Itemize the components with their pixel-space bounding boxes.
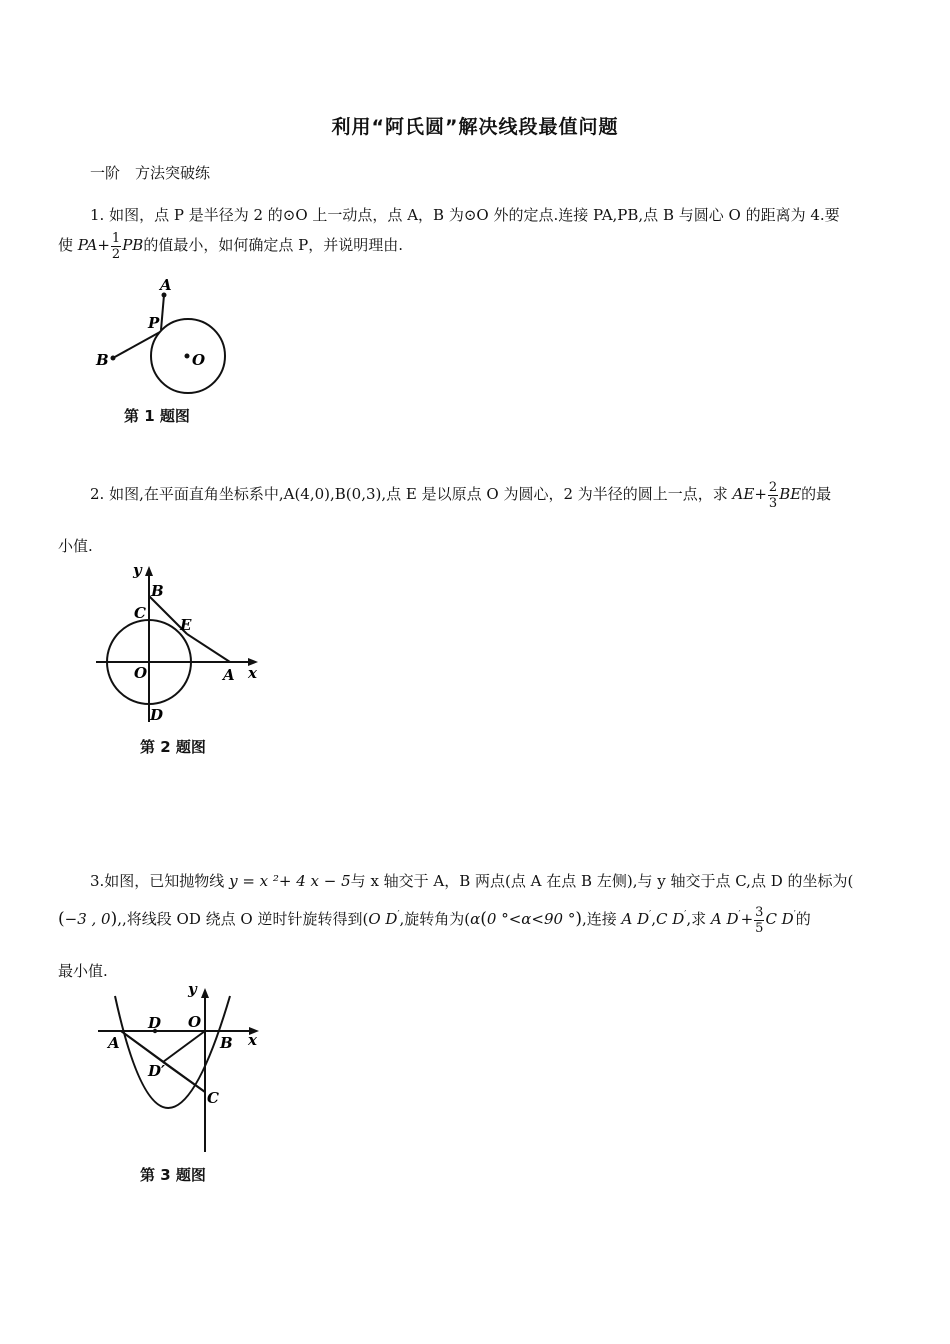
q2-text: 2. 如图,在平面直角坐标系中,A(4,0),B(0,3),点 E 是以原点 O 为圆心，2 为半径的圆上一点，求 [90,485,728,503]
q1-suffix: 的值最小，如何确定点 P，并说明理由. [143,236,403,254]
figure-3 [90,980,270,1164]
q3-alpha: α [470,910,481,928]
figure-1-caption: 第 1 题图 [124,407,190,425]
section-heading: 一阶 方法突破练 [90,164,211,182]
q3-frac-num: 3 [755,904,764,920]
fig2-label-y: y [133,561,142,579]
fig1-point-o [185,354,190,359]
fig2-label-b: B [151,582,164,600]
q1-expr-b: PB [122,236,144,254]
page-title: 利用“阿氏圆”解决线段最值问题 [331,116,619,138]
figure-3-caption: 第 3 题图 [140,1166,206,1184]
q3-expr-b-prime: ′ [793,910,796,920]
q2-frac-den: 3 [768,495,778,511]
figure-2-caption: 第 2 题图 [140,738,206,756]
q3-cd-prime: ′ [684,910,687,920]
fig1-label-o: O [192,351,206,369]
q3-range: 0 °<α<90 ° [486,910,576,928]
q2-expr-b: BE [779,485,802,503]
q3-od: O D [368,910,398,928]
fig1-segment-pa [161,295,164,330]
q3-ad: A D [621,910,650,928]
figure-2 [92,560,272,734]
q3-plus: + [740,910,754,928]
fig1-label-b: B [96,351,109,369]
question-2-line2: 小值. [58,537,93,555]
fig2-segment-ae [187,634,230,662]
question-3-line2: (−3 , 0),,将线段 OD 绕点 O 逆时针旋转得到(O D′,旋转角为(α(0 °<α<90 °),连接 A D′,C D′,求 A D′+ $\frac{3}{5}$ C D′的 [58,904,811,936]
fig3-label-y: y [188,980,197,998]
q2-frac-num: 2 [768,479,778,495]
q3-part6: ,求 [686,910,707,928]
fig2-y-arrow [145,566,153,576]
question-3-line1 [58,864,888,898]
q3-cd: C D [656,910,685,928]
fig1-label-p: P [148,314,160,332]
question-2 [58,476,888,564]
question-1-line1: 1. 如图，点 P 是半径为 2 的⊙O 上一动点，点 A，B 为⊙O 外的定点.连接 PA,PB,点 B 与圆心 O 的距离为 4.要 [90,206,840,224]
q3-expr-a: A D [710,910,739,928]
fig3-label-a: A [108,1034,120,1052]
q1-prefix: 使 [58,236,74,254]
fig1-label-a: A [160,276,172,294]
q3-suffix: 的 [795,910,811,928]
fig2-label-d: D [150,706,164,724]
q3-od-prime: ′ [397,910,400,920]
q3-fraction [754,905,764,936]
q1-frac-den: 2 [111,246,121,262]
fig1-point-b [111,356,116,361]
fig3-label-d-prime: D′ [148,1062,165,1080]
q3-part1: 3.如图，已知抛物线 [90,872,225,890]
q3-part2: 与 x 轴交于 A，B 两点(点 A 在点 B 左侧),与 y 轴交于点 C,点 D 的坐标为( [350,872,854,890]
q3-ad-prime: ′ [649,910,652,920]
q3-coord-d: −3 , 0 [64,910,111,928]
fig3-label-d: D [148,1014,162,1032]
q3-part4: ,旋转角为( [399,910,471,928]
q1-expr-a: PA+ [77,236,110,254]
fig2-label-e: E [180,616,192,634]
q3-part3: ,,将线段 OD 绕点 O 逆时针旋转得到( [117,910,369,928]
q3-expr-b: C D [765,910,794,928]
fig2-label-o: O [134,664,148,682]
q2-expr-a: AE+ [732,485,767,503]
fig3-label-c: C [207,1089,219,1107]
q2-fraction [768,480,778,511]
q3-part5: ,连接 [581,910,617,928]
fig2-label-x: x [248,664,257,682]
figure-1 [90,270,240,404]
q3-frac-den: 5 [755,920,764,936]
q3-expr-a-prime: ′ [738,910,741,920]
q1-fraction [111,231,121,262]
question-1-line2 [58,230,888,262]
fig2-label-a: A [223,666,235,684]
q1-frac-num: 1 [111,230,121,246]
fig3-label-b: B [220,1034,233,1052]
fig3-label-o: O [188,1013,202,1031]
question-3 [58,864,888,988]
question-1 [58,200,888,262]
fig2-label-c: C [134,604,146,622]
q2-suffix: 的最 [801,485,832,503]
question-2-line1 [58,476,888,512]
fig3-label-x: x [248,1031,257,1049]
q3-equation: y = x ²+ 4 x − 5 [229,872,351,890]
fig3-y-arrow [201,988,209,998]
question-3-line3: 最小值. [58,962,108,980]
fig3-segment-od [163,1031,205,1062]
